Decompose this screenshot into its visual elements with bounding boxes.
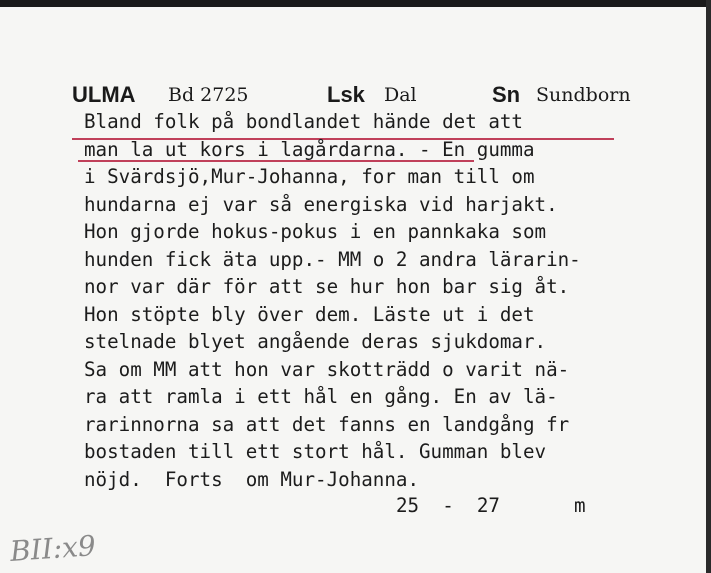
body-line: Bland folk på bondlandet hände det att [84,110,523,133]
sn-label: Sn [492,82,521,107]
body-line: ra att ramla i ett hål en gång. En av lä- [84,385,558,408]
ulma-value: Bd 2725 [168,84,249,106]
card-header [72,82,672,112]
lsk-label: Lsk [327,82,365,107]
body-line: hunden fick äta upp.- MM o 2 andra lärarin- [84,247,581,271]
body-line: stelnade blyet angående deras sjukdomar. [84,330,547,353]
ulma-label: ULMA [72,82,136,107]
body-line: i Svärdsjö,Mur-Johanna, for man till om [84,165,535,188]
body-line: Sa om MM att hon var skotträdd o varit nä- [84,357,570,381]
body-line: Hon gjorde hokus-pokus i en pannkaka som [84,220,547,243]
body-line: rarinnorna sa att det fanns en landgång fr [84,412,570,436]
lsk-value: Dal [384,84,417,106]
card-top-edge [0,0,711,7]
body-line: bostaden till ett stort hål. Gumman blev [84,440,547,463]
page-range: 25 - 27 [396,494,500,517]
card-right-edge [706,0,711,573]
page-suffix: m [574,494,586,517]
handwritten-annotation: BII:x9 [8,529,97,568]
body-line: man la ut kors i lagårdarna. - En gumma [84,137,535,161]
sn-value: Sundborn [536,84,631,106]
body-line: hundarna ej var så energiska vid harjakt. [84,192,558,216]
body-line: Hon stöpte bly över dem. Läste ut i det [84,302,535,326]
body-line: nöjd. Forts om Mur-Johanna. [84,467,420,491]
body-line: nor var där för att se hur hon bar sig åt. [84,275,570,298]
